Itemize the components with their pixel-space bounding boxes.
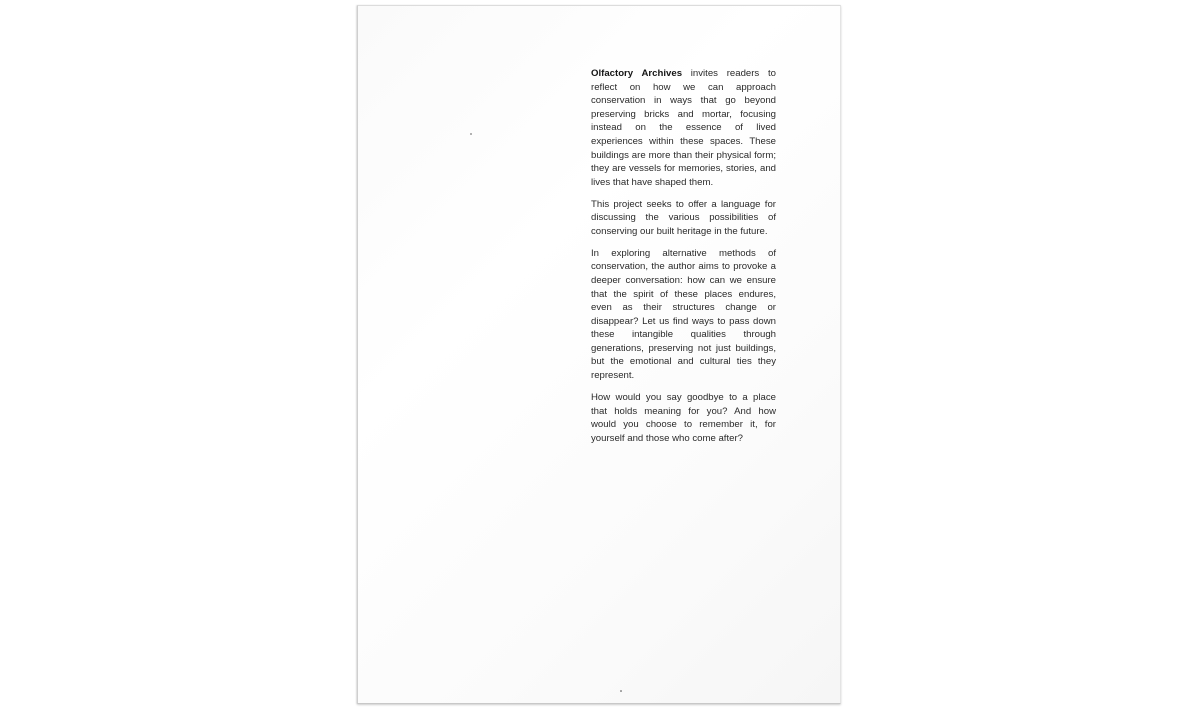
project-title: Olfactory Archives	[591, 68, 683, 79]
paragraph-intro	[591, 67, 776, 189]
paragraph-closing-question: How would you say goodbye to a place that holds meaning for you? And how would you choose to remember it, for yourself and those who come after?	[591, 391, 776, 444]
paper-speck	[620, 690, 622, 692]
paper-sheet	[357, 5, 841, 704]
paragraph-intro-text: invites readers to reflect on how we can approach conservation in ways that go beyond preserving bricks and mortar, focusing instead on the essence of lived experiences within these spaces. These buildings are more than their physical form; they are vessels for memories, stories, and lives that have shaped them.	[591, 68, 776, 188]
paragraph-project: This project seeks to offer a language for discussing the various possibilities of conserving our built heritage in the future.	[591, 198, 776, 237]
text-column	[591, 67, 776, 454]
paragraph-exploring: In exploring alternative methods of conservation, the author aims to provoke a deeper conversation: how can we ensure that the spirit of these places endures, even as their structures change or disappear? Let us find ways to pass down these intangible qualities through generations, preserving not just buildings, but the emotional and cultural ties they represent.	[591, 247, 776, 382]
paper-speck	[470, 133, 472, 135]
